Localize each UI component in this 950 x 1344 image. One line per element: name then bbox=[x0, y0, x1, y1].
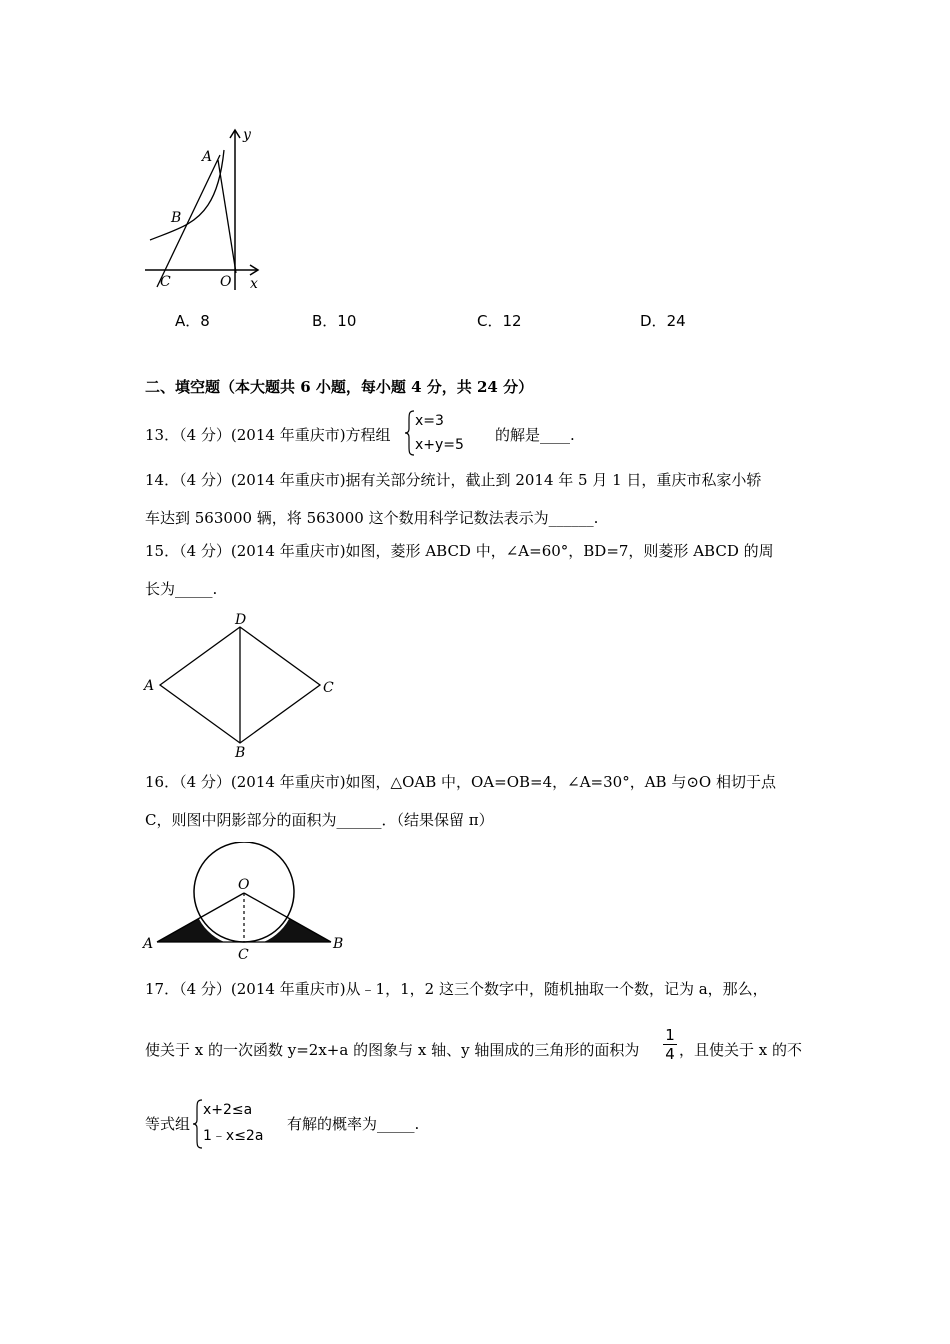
label-c: C bbox=[238, 947, 249, 963]
q17-line2-suffix: ，且使关于 x 的不 bbox=[679, 1041, 802, 1059]
label-b: B bbox=[235, 745, 246, 760]
q17-ineq1: x+2≤a bbox=[203, 1102, 253, 1118]
hyperbola-curve bbox=[150, 150, 224, 240]
label-b: B bbox=[333, 936, 344, 952]
q17-line3-prefix: 等式组 bbox=[145, 1115, 191, 1133]
q14-line1: 14．（4 分）(2014 年重庆市)据有关部分统计，截止到 2014 年 5 月 1 日，重庆市私家小轿 bbox=[145, 471, 762, 489]
label-a: A bbox=[144, 678, 155, 694]
label-a: A bbox=[143, 936, 154, 952]
q17-line1: 17．（4 分）(2014 年重庆市)从﹣1，1，2 这三个数字中，随机抽取一个数，记为 a，那么， bbox=[145, 980, 768, 998]
fraction-numerator: 1 bbox=[665, 1026, 675, 1044]
label-o: O bbox=[220, 274, 232, 290]
label-d: D bbox=[235, 612, 247, 628]
q12-option-d: D．24 bbox=[640, 312, 686, 330]
q13-eq2: x+y=5 bbox=[415, 437, 464, 453]
left-brace-icon bbox=[405, 410, 415, 456]
label-x: x bbox=[250, 276, 258, 292]
q17-fraction bbox=[663, 1027, 677, 1062]
q17-ineq2: 1﹣x≤2a bbox=[203, 1128, 264, 1144]
label-c: C bbox=[323, 680, 334, 696]
line-ao bbox=[218, 160, 236, 273]
fraction-denominator: 4 bbox=[665, 1045, 675, 1063]
q13-eq1: x=3 bbox=[415, 413, 444, 429]
q12-option-c: C．12 bbox=[477, 312, 522, 330]
section-heading: 二、填空题（本大题共 6 小题，每小题 4 分，共 24 分） bbox=[145, 378, 534, 396]
q15-rhombus-figure bbox=[140, 610, 340, 760]
q17-line3-suffix: 有解的概率为_____. bbox=[287, 1115, 420, 1133]
q13-prefix: 13．（4 分）(2014 年重庆市)方程组 bbox=[145, 426, 391, 444]
q15-line2: 长为_____. bbox=[145, 580, 218, 598]
q13-equation-system bbox=[405, 410, 495, 456]
label-a: A bbox=[202, 149, 213, 165]
q16-line2: C，则图中阴影部分的面积为______．（结果保留 π） bbox=[145, 811, 494, 829]
left-brace-icon bbox=[193, 1099, 203, 1149]
label-o: O bbox=[238, 877, 250, 893]
label-b: B bbox=[171, 210, 182, 226]
q16-line1: 16．（4 分）(2014 年重庆市)如图，△OAB 中，OA=OB=4，∠A=30°，AB 与⊙O 相切于点 bbox=[145, 773, 776, 791]
q17-inequality-system bbox=[193, 1099, 288, 1149]
q17-line2-prefix: 使关于 x 的一次函数 y=2x+a 的图象与 x 轴、y 轴围成的三角形的面积为 bbox=[145, 1041, 640, 1059]
q14-line2: 车达到 563000 辆，将 563000 这个数用科学记数法表示为______. bbox=[145, 509, 599, 527]
label-c: C bbox=[160, 274, 171, 290]
q13-suffix: 的解是____. bbox=[495, 426, 575, 444]
line-cba bbox=[157, 155, 220, 287]
q12-option-a: A．8 bbox=[175, 312, 210, 330]
q16-circle-figure bbox=[140, 842, 350, 964]
label-y: y bbox=[243, 127, 251, 143]
q12-option-b: B．10 bbox=[312, 312, 357, 330]
q15-line1: 15．（4 分）(2014 年重庆市)如图，菱形 ABCD 中，∠A=60°，BD=7，则菱形 ABCD 的周 bbox=[145, 542, 774, 560]
q12-figure bbox=[140, 125, 275, 295]
